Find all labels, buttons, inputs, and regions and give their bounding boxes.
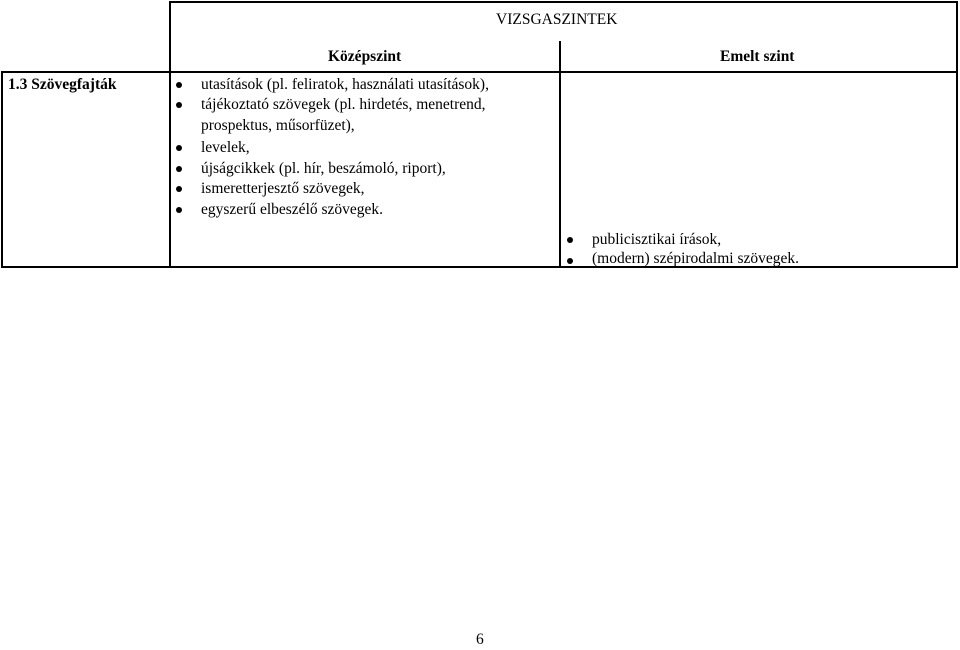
row-label: 1.3 Szövegfajták	[8, 76, 117, 93]
list-item: utasítások (pl. feliratok, használati utasítások),	[201, 76, 489, 93]
list-bullet	[176, 102, 182, 108]
list-item: tájékoztató szövegek (pl. hirdetés, menetrend,	[201, 96, 486, 113]
list-bullet	[176, 82, 182, 88]
table-border-header-sep	[1, 71, 958, 73]
table-border-right	[956, 1, 958, 268]
list-bullet	[567, 258, 573, 264]
list-item-continuation: prospektus, műsorfüzet),	[201, 117, 355, 134]
list-item: (modern) szépirodalmi szövegek.	[592, 250, 800, 267]
header-col-mid: Középszint	[328, 48, 402, 65]
table-border-label-col	[169, 1, 171, 268]
header-group-title: VIZSGASZINTEK	[496, 11, 618, 28]
list-item: újságcikkek (pl. hír, beszámoló, riport),	[201, 160, 446, 177]
page-number: 6	[476, 631, 484, 648]
list-bullet	[176, 145, 182, 151]
list-item: publicisztikai írások,	[592, 231, 722, 248]
list-item: ismeretterjesztő szövegek,	[201, 180, 365, 197]
syllabus-table	[0, 0, 960, 270]
list-item: levelek,	[201, 139, 250, 156]
header-col-adv: Emelt szint	[720, 48, 795, 65]
list-bullet	[176, 186, 182, 192]
list-item: egyszerű elbeszélő szövegek.	[201, 201, 384, 218]
table-border-top	[170, 1, 958, 3]
list-bullet	[176, 166, 182, 172]
list-bullet	[176, 207, 182, 213]
table-border-mid-col	[559, 41, 561, 268]
list-bullet	[567, 237, 573, 243]
table-border-bottom	[1, 266, 958, 268]
table-border-left	[1, 71, 3, 268]
